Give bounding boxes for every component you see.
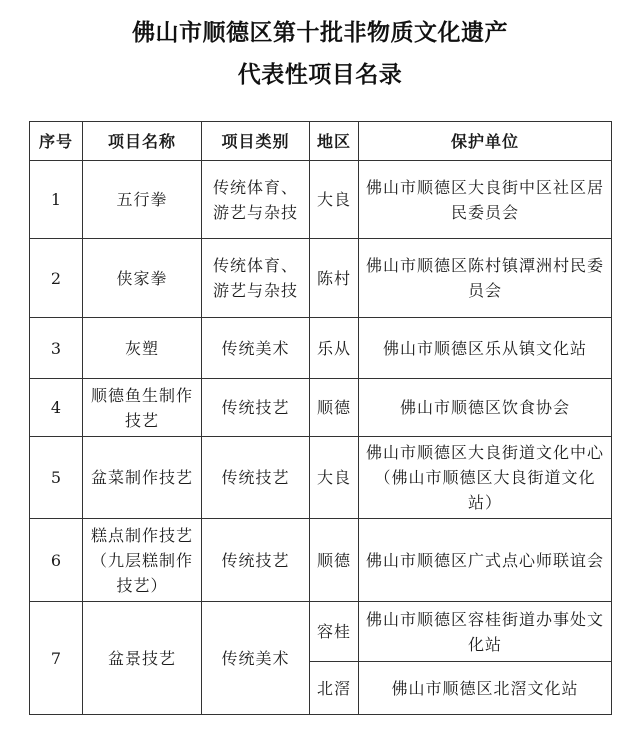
row-name: 盆景技艺 [83,602,202,715]
row-unit: 佛山市顺德区广式点心师联谊会 [359,519,612,602]
row-area: 乐从 [310,318,359,379]
row-area: 陈村 [310,239,359,318]
row-name: 侠家拳 [83,239,202,318]
row-unit: 佛山市顺德区陈村镇潭洲村民委员会 [359,239,612,318]
row-name: 五行拳 [83,161,202,239]
row-category: 传统美术 [202,318,310,379]
table-row [30,318,612,379]
row-unit: 佛山市顺德区北滘文化站 [359,662,612,715]
row-name: 顺德鱼生制作技艺 [83,379,202,437]
row-num: 2 [30,239,83,318]
row-category: 传统技艺 [202,519,310,602]
table-row [30,437,612,519]
row-num: 4 [30,379,83,437]
row-unit: 佛山市顺德区大良街中区社区居民委员会 [359,161,612,239]
heritage-list-table [29,121,612,715]
row-num: 5 [30,437,83,519]
header-category: 项目类别 [202,122,310,161]
row-name: 灰塑 [83,318,202,379]
row-category: 传统技艺 [202,437,310,519]
header-area: 地区 [310,122,359,161]
table-row [30,161,612,239]
table-row [30,519,612,602]
row-unit: 佛山市顺德区乐从镇文化站 [359,318,612,379]
row-category: 传统体育、游艺与杂技 [202,161,310,239]
header-name: 项目名称 [83,122,202,161]
document-title-line-2: 代表性项目名录 [237,62,403,88]
row-unit: 佛山市顺德区容桂街道办事处文化站 [359,602,612,662]
table-row [30,602,612,662]
row-num: 1 [30,161,83,239]
document-title-line-1: 佛山市顺德区第十批非物质文化遗产 [132,20,508,46]
row-category: 传统美术 [202,602,310,715]
row-name: 盆菜制作技艺 [83,437,202,519]
row-category: 传统体育、游艺与杂技 [202,239,310,318]
header-num: 序号 [30,122,83,161]
row-area: 北滘 [310,662,359,715]
row-area: 大良 [310,437,359,519]
row-name: 糕点制作技艺（九层糕制作技艺） [83,519,202,602]
row-area: 顺德 [310,519,359,602]
row-area: 顺德 [310,379,359,437]
row-area: 大良 [310,161,359,239]
table-row [30,379,612,437]
row-num: 3 [30,318,83,379]
table-row [30,239,612,318]
row-unit: 佛山市顺德区饮食协会 [359,379,612,437]
row-category: 传统技艺 [202,379,310,437]
row-unit: 佛山市顺德区大良街道文化中心（佛山市顺德区大良街道文化站） [359,437,612,519]
row-num: 6 [30,519,83,602]
row-area: 容桂 [310,602,359,662]
header-unit: 保护单位 [359,122,612,161]
table-header-row [30,122,612,161]
row-num: 7 [30,602,83,715]
